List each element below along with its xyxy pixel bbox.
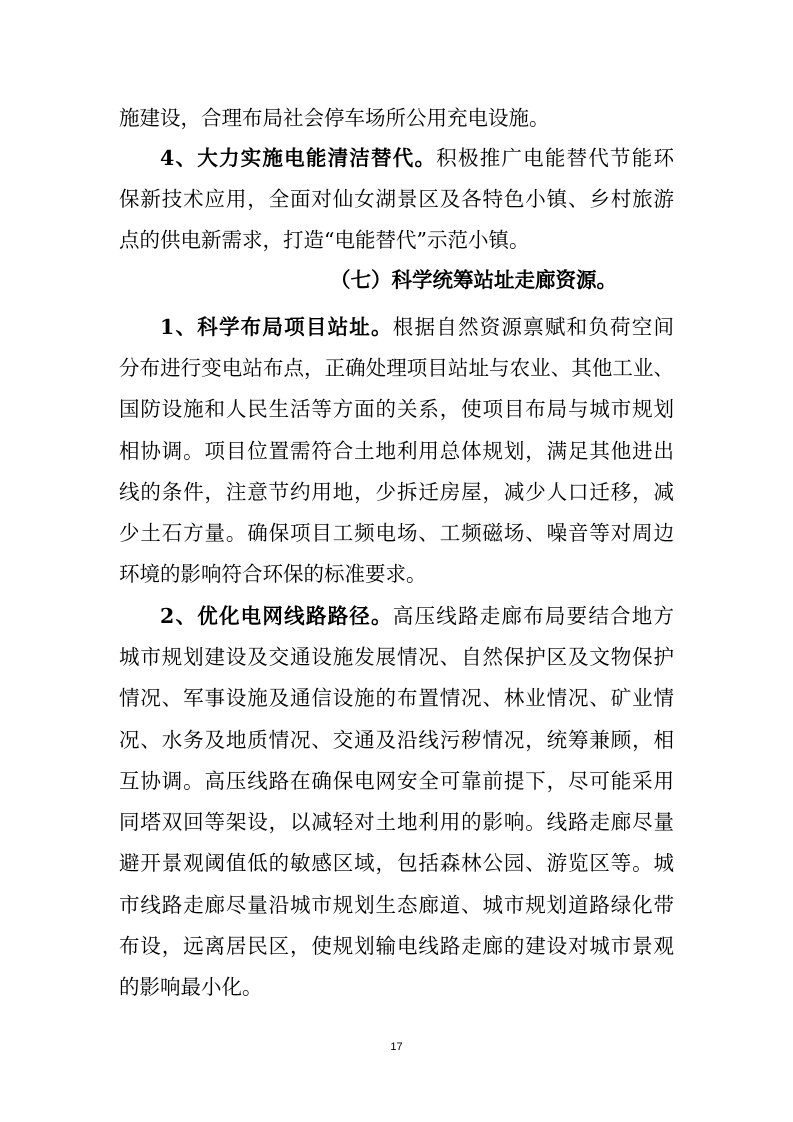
paragraph-line: 相协调。项目位置需符合土地利用总体规划，满足其他进出 — [119, 439, 674, 463]
paragraph-line: 城市规划建设及交通设施发展情况、自然保护区及文物保护 — [119, 645, 674, 669]
paragraph-line: 互协调。高压线路在确保电网安全可靠前提下，尽可能采用 — [119, 769, 674, 793]
paragraph-line: 施建设，合理布局社会停车场所公用充电设施。 — [119, 106, 550, 130]
paragraph-text: 根据自然资源禀赋和负荷空间 — [392, 315, 675, 339]
item-title: 1、科学布局项目站址。 — [160, 315, 393, 339]
paragraph-first-line — [160, 601, 674, 631]
paragraph-line: 情况、军事设施及通信设施的布置情况、林业情况、矿业情 — [119, 686, 674, 710]
item-title: 4、大力实施电能清洁替代。 — [160, 146, 437, 170]
paragraph-line: 线的条件，注意节约用地，少拆迁房屋，减少人口迁移，减 — [119, 480, 674, 504]
paragraph-first-line — [160, 312, 674, 342]
paragraph-line: 少土石方量。确保项目工频电场、工频磁场、噪音等对周边 — [119, 521, 674, 545]
paragraph-line: 点的供电新需求，打造“电能替代”示范小镇。 — [119, 228, 530, 252]
paragraph-line: 布设，远离居民区，使规划输电线路走廊的建设对城市景观 — [119, 934, 674, 958]
item-title: 2、优化电网线路路径。 — [160, 604, 393, 628]
paragraph-line: 分布进行变电站布点，正确处理项目站址与农业、其他工业、 — [119, 356, 674, 380]
page-number: 17 — [390, 1041, 403, 1053]
paragraph-line: 市线路走廊尽量沿城市规划生态廊道、城市规划道路绿化带 — [119, 893, 674, 917]
paragraph-line: 的影响最小化。 — [119, 975, 263, 999]
paragraph-text: 高压线路走廊布局要结合地方 — [392, 604, 675, 628]
paragraph-line: 况、水务及地质情况、交通及沿线污秽情况，统筹兼顾，相 — [119, 728, 674, 752]
paragraph-first-line — [160, 143, 674, 173]
paragraph-line: 避开景观阈值低的敏感区域，包括森林公园、游览区等。城 — [119, 851, 674, 875]
paragraph-line: 保新技术应用，全面对仙女湖景区及各特色小镇、乡村旅游 — [119, 187, 674, 211]
paragraph-text: 积极推广电能替代节能环 — [436, 146, 675, 170]
paragraph-line: 环境的影响符合环保的标准要求。 — [119, 562, 427, 586]
section-heading: （七）科学统筹站址走廊资源。 — [330, 268, 617, 292]
paragraph-line: 同塔双回等架设，以减轻对土地利用的影响。线路走廊尽量 — [119, 810, 674, 834]
paragraph-line: 国防设施和人民生活等方面的关系，使项目布局与城市规划 — [119, 397, 674, 421]
